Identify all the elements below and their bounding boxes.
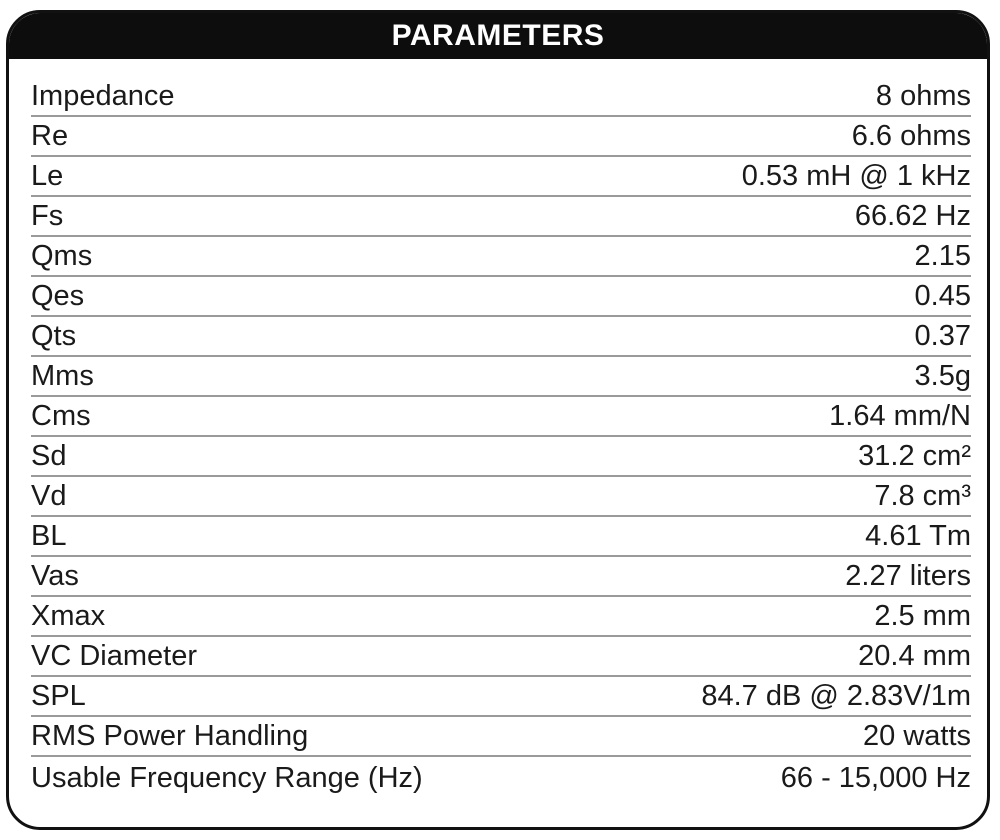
parameter-value: 0.53 mH @ 1 kHz [741,160,971,192]
parameter-value: 0.45 [914,280,971,312]
parameter-label: Sd [31,440,67,472]
parameter-value: 66.62 Hz [854,200,971,232]
parameter-value: 2.15 [914,240,971,272]
parameter-row [31,157,971,197]
parameter-label: SPL [31,680,86,712]
parameter-value: 2.5 mm [874,600,971,632]
parameter-row [31,557,971,597]
parameter-label: VC Diameter [31,640,197,672]
parameter-label: Mms [31,360,94,392]
parameter-label: Qms [31,240,93,272]
parameter-row [31,77,971,117]
parameter-row [31,717,971,757]
parameter-value: 3.5g [914,360,971,392]
parameter-row [31,237,971,277]
parameter-row [31,117,971,157]
parameter-value: 4.61 Tm [865,520,971,552]
parameter-value: 20.4 mm [858,640,971,672]
parameter-label: Vd [31,480,67,512]
parameter-value: 2.27 liters [845,560,971,592]
parameter-value: 0.37 [914,320,971,352]
parameter-value: 8 ohms [875,80,971,112]
parameter-row [31,517,971,557]
parameter-row [31,197,971,237]
parameter-label: Vas [31,560,79,592]
parameter-label: BL [31,520,67,552]
parameters-title: PARAMETERS [9,13,987,59]
parameter-label: Re [31,120,69,152]
parameter-row [31,437,971,477]
parameter-value: 7.8 cm³ [874,480,971,512]
parameter-value: 6.6 ohms [851,120,971,152]
parameter-label: Usable Frequency Range (Hz) [31,762,423,794]
parameter-row [31,477,971,517]
parameter-label: Cms [31,400,91,432]
parameters-table [31,77,971,797]
parameter-label: Xmax [31,600,106,632]
parameters-card [6,10,990,830]
parameter-label: Impedance [31,80,175,112]
parameter-row [31,277,971,317]
parameter-row [31,317,971,357]
parameter-label: RMS Power Handling [31,720,309,752]
parameter-row [31,597,971,637]
parameter-row [31,637,971,677]
parameter-row [31,357,971,397]
parameter-value: 1.64 mm/N [829,400,971,432]
parameter-label: Fs [31,200,64,232]
parameter-row [31,677,971,717]
parameter-value: 84.7 dB @ 2.83V/1m [701,680,971,712]
parameter-row [31,757,971,797]
parameter-row [31,397,971,437]
parameter-label: Qes [31,280,85,312]
parameter-value: 20 watts [863,720,971,752]
parameter-value: 31.2 cm² [858,440,971,472]
parameter-label: Le [31,160,64,192]
parameter-label: Qts [31,320,77,352]
parameter-value: 66 - 15,000 Hz [780,762,971,794]
